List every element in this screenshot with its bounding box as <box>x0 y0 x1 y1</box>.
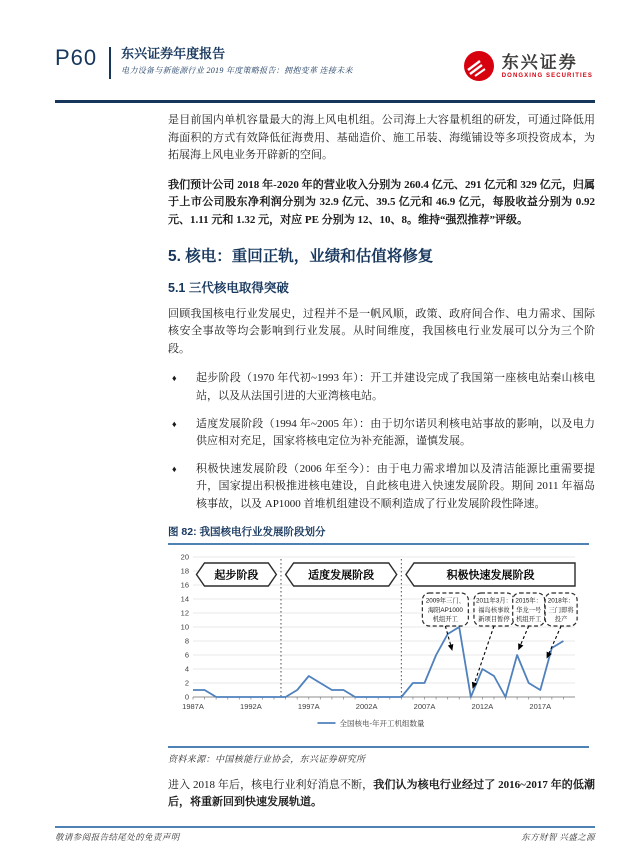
page-footer <box>55 831 595 843</box>
logo-text <box>502 54 593 79</box>
paragraph-forecast: 我们预计公司 2018 年-2020 年的营业收入分别为 260.4 亿元、291 亿元和 329 亿元，归属于上市公司股东净利润分别为 32.9 亿元、39.5 亿元和 46.9 亿元，每股收益分别为 0.92 元、1.11 元和 1.32 元，对应 PE 分别为 12、10、8。维持“强烈推荐”评级。 <box>168 178 595 226</box>
svg-text:2012A: 2012A <box>471 701 494 711</box>
svg-text:新项目暂停: 新项目暂停 <box>478 615 510 623</box>
logo-name-cn: 东兴证券 <box>501 52 578 72</box>
svg-text:0: 0 <box>184 692 189 701</box>
report-body <box>168 112 595 824</box>
svg-text:2017A: 2017A <box>529 701 552 711</box>
section-heading-nuclear: 5. 核电：重回正轨，业绩和估值将修复 <box>168 247 434 265</box>
svg-text:积极快速发展阶段: 积极快速发展阶段 <box>446 569 535 581</box>
svg-text:12: 12 <box>180 608 189 617</box>
footer-disclaimer: 敬请参阅报告结尾处的免责声明 <box>55 832 180 842</box>
svg-text:2018年：: 2018年： <box>547 597 575 604</box>
svg-text:2009年三门、: 2009年三门、 <box>425 597 465 604</box>
footer-rule <box>55 826 595 828</box>
svg-text:4: 4 <box>184 664 189 673</box>
nuclear-units-line-chart <box>168 549 595 739</box>
bullet-text: 起步阶段（1970 年代初~1993 年）：开工并建设完成了我国第一座核电站秦山核电站，以及从法国引进的大亚湾核电站。 <box>196 372 595 402</box>
header-divider <box>109 47 111 79</box>
paragraph-history-intro: 回顾我国核电行业发展史，过程并不是一帆风顺，政策、政府间合作、电力需求、国际核安全事故等均会影响到行业发展。从时间维度，我国核电行业发展可以分为三个阶段。 <box>168 307 595 355</box>
bullet-icon: ♦ <box>172 463 177 474</box>
svg-text:海阳AP1000: 海阳AP1000 <box>427 606 463 614</box>
svg-text:2007A: 2007A <box>413 701 436 711</box>
figure-source-note: 资料来源：中国核能行业协会，东兴证券研究所 <box>168 753 366 764</box>
svg-text:全国核电-年开工机组数量: 全国核电-年开工机组数量 <box>339 718 425 728</box>
bullet-item-startup-phase <box>168 370 595 405</box>
svg-text:投产: 投产 <box>554 615 568 623</box>
svg-text:起步阶段: 起步阶段 <box>214 569 259 581</box>
logo-name-en: DONGXING SECURITIES <box>501 72 593 79</box>
bullet-text: 积极快速发展阶段（2006 年至今）：由于电力需求增加以及清洁能源比重需要提升，国家提出积极推进核电建设，自此核电进入快速发展阶段。期间 2011 年福岛核事故，以及 AP1000 首堆机组建设不顺利造成了行业发展阶段性降速。 <box>196 462 595 510</box>
svg-text:16: 16 <box>180 580 189 589</box>
footer-slogan: 东方财智 兴盛之源 <box>521 832 595 842</box>
svg-text:1997A: 1997A <box>297 701 320 711</box>
paragraph-offshore-wind: 是目前国内单机容量最大的海上风电机组。公司海上大容量机组的研发，可通过降低用海面积的方式有效降低征海费用、基础造价、施工吊装、海缆铺设等多项投资成本，为拓展海上风电业务开辟新的空间。 <box>168 114 595 162</box>
svg-text:机组开工: 机组开工 <box>516 615 542 623</box>
dongxing-logo <box>463 50 593 82</box>
report-subtitle: 电力设备与新能源行业 2019 年度策略报告：拥抱变革 连接未来 <box>121 66 353 76</box>
conclusion-normal-text: 进入 2018 年后，核电行业利好消息不断， <box>168 778 374 791</box>
svg-text:20: 20 <box>180 552 189 561</box>
subsection-heading-gen3: 5.1 三代核电取得突破 <box>168 280 289 295</box>
svg-text:华龙一号: 华龙一号 <box>516 606 542 614</box>
svg-text:1992A: 1992A <box>240 701 262 711</box>
svg-text:福岛核事故: 福岛核事故 <box>478 606 510 614</box>
svg-text:8: 8 <box>184 636 189 645</box>
svg-text:适度发展阶段: 适度发展阶段 <box>308 569 375 581</box>
svg-text:14: 14 <box>180 594 189 603</box>
svg-text:1987A: 1987A <box>182 701 204 711</box>
svg-text:10: 10 <box>180 622 189 631</box>
bullet-icon: ♦ <box>172 373 177 384</box>
svg-text:三门即将: 三门即将 <box>548 606 574 614</box>
svg-text:2011年3月：: 2011年3月： <box>476 597 512 604</box>
svg-text:2015年：: 2015年： <box>515 597 543 604</box>
bullet-item-moderate-phase <box>168 416 595 451</box>
nuclear-development-chart <box>168 549 595 744</box>
page-header <box>55 47 353 79</box>
bullet-item-rapid-phase <box>168 461 595 514</box>
page-number: P60 <box>55 45 98 70</box>
header-title-block <box>121 47 353 76</box>
svg-text:机组开工: 机组开工 <box>432 615 458 623</box>
report-title: 东兴证券年度报告 <box>121 46 226 61</box>
paragraph-conclusion <box>168 777 595 812</box>
svg-text:18: 18 <box>180 566 189 575</box>
conclusion-bold-text: 我们认为核电行业经过了 2016~2017 年的低潮后，将重新回到快速发展轨道。 <box>168 778 595 809</box>
svg-text:6: 6 <box>184 650 189 659</box>
figure-top-rule <box>168 543 589 545</box>
svg-text:2: 2 <box>184 678 189 687</box>
header-rule <box>55 100 595 103</box>
bullet-text: 适度发展阶段（1994 年~2005 年）：由于切尔诺贝利核电站事故的影响，以及电力供应相对充足，国家将核电定位为补充能源，谨慎发展。 <box>196 417 595 448</box>
figure-caption: 图 82: 我国核电行业发展阶段划分 <box>168 525 326 538</box>
bullet-icon: ♦ <box>172 418 177 429</box>
svg-text:2002A: 2002A <box>355 701 378 711</box>
dongxing-logo-icon <box>463 50 495 82</box>
figure-82 <box>168 524 595 765</box>
figure-bottom-rule <box>168 746 589 748</box>
